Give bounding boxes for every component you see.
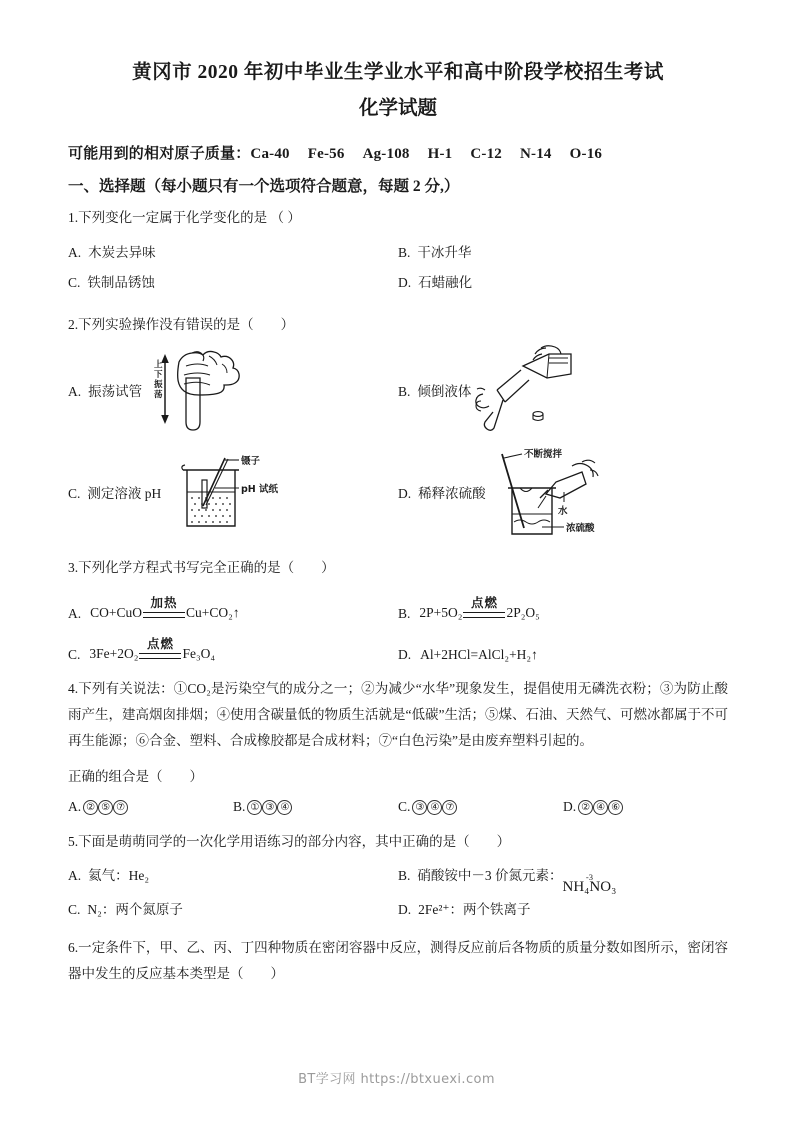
atomic-mass-ag: Ag-108: [362, 146, 410, 163]
circled-number: ④: [593, 800, 608, 815]
option-text: 石蜡融化: [418, 275, 473, 291]
svg-text:镊子: 镊子: [241, 455, 261, 467]
option-3-D[interactable]: [398, 638, 728, 663]
option-4-C[interactable]: [398, 794, 563, 820]
question-6-stem: 6.一定条件下，甲、乙、丙、丁四种物质在密闭容器中反应，测得反应前后各物质的质量分数如图所示，密闭容器中发生的反应基本类型是（ ）: [68, 939, 728, 982]
option-2-B-label-group: [398, 380, 471, 400]
circled-number: ①: [247, 800, 262, 815]
condition-text: 加热: [150, 596, 178, 611]
option-label: D.: [398, 902, 412, 918]
equation-right: Cu+CO₂↑: [186, 604, 240, 620]
page-title: 黄冈市 2020 年初中毕业生学业水平和高中阶段学校招生考试: [132, 62, 664, 83]
reaction-condition: [139, 638, 181, 663]
option-1-C[interactable]: [68, 268, 398, 298]
svg-text:荡: 荡: [154, 389, 163, 400]
svg-text:下: 下: [154, 369, 163, 380]
option-label: B.: [398, 867, 411, 883]
reaction-condition: [143, 597, 185, 622]
option-5-A[interactable]: [68, 861, 398, 896]
atomic-mass-values: [250, 146, 602, 162]
option-text: N₂：两个氮原子: [87, 902, 183, 918]
svg-text:水: 水: [557, 505, 568, 517]
option-text: 硝酸铵中－3 价氮元素：: [417, 867, 563, 883]
question-1-options: [68, 238, 728, 299]
atomic-mass-o: O-16: [569, 146, 603, 163]
atomic-mass-n: N-14: [520, 146, 552, 163]
option-text: 测定溶液 pH: [87, 485, 162, 501]
measuring-ph-icon: [165, 448, 305, 536]
option-label: A.: [68, 383, 82, 399]
circled-number: ②: [578, 800, 593, 815]
equation-left: 3Fe+2O₂: [89, 645, 139, 661]
option-label: B.: [398, 383, 411, 399]
atomic-mass-c: C-12: [470, 146, 502, 163]
option-1-B[interactable]: [398, 238, 728, 268]
ammonium-nitrate-formula: [563, 873, 617, 896]
option-3-B[interactable]: [398, 597, 728, 622]
option-text: 稀释浓硫酸: [418, 485, 486, 501]
question-3-equations-row-1: [68, 597, 728, 622]
option-1-D[interactable]: [398, 268, 728, 298]
option-text: 干冰升华: [417, 244, 472, 260]
option-2-A[interactable]: [68, 344, 398, 436]
equation-B: [419, 597, 540, 622]
section-heading-multiple-choice: 一、选择题（每小题只有一个选项符合题意，每题 2 分,）: [68, 178, 460, 196]
option-label: A.: [68, 244, 82, 260]
equation-right: 2P₂O₅: [506, 604, 540, 620]
circled-number: ⑦: [442, 800, 457, 815]
hand-shaking-test-tube-icon: [146, 344, 264, 436]
valence-number: -3: [585, 871, 593, 882]
page-subtitle: 化学试题: [358, 98, 437, 120]
option-label: C.: [68, 646, 81, 662]
atomic-mass-line: [68, 142, 728, 163]
option-5-C[interactable]: [68, 895, 398, 925]
svg-text:振: 振: [154, 379, 163, 390]
option-4-A[interactable]: [68, 794, 233, 820]
circled-number: ⑦: [113, 800, 128, 815]
circled-number: ④: [277, 800, 292, 815]
question-2-options-row-1: [68, 344, 728, 436]
equation-right: Fe₃O₄: [182, 645, 216, 661]
question-4-options: [68, 794, 728, 820]
equation-D: Al+2HCl=AlCl₂+H₂↑: [420, 646, 538, 662]
option-5-B[interactable]: [398, 861, 728, 896]
footer-watermark: BT学习网 https://btxuexi.com: [298, 1072, 495, 1087]
equation-double-line-icon: [463, 612, 505, 618]
circled-number: ②: [83, 800, 98, 815]
equation-left: CO+CuO: [90, 604, 142, 620]
option-2-D[interactable]: [398, 442, 728, 542]
option-label: D.: [563, 798, 577, 814]
question-2-options-row-2: [68, 442, 728, 542]
option-label: B.: [398, 605, 411, 621]
option-text: 铁制品锈蚀: [87, 275, 155, 291]
question-5-options: [68, 861, 728, 926]
svg-text:浓硫酸: 浓硫酸: [565, 522, 595, 534]
option-label: B.: [233, 798, 246, 814]
circled-number: ⑥: [608, 800, 623, 815]
svg-text:pH 试纸: pH 试纸: [241, 483, 279, 495]
option-2-B[interactable]: [398, 344, 728, 436]
svg-text:不断搅拌: 不断搅拌: [523, 448, 562, 460]
formula-text: NH₄NO₃: [562, 879, 617, 896]
atomic-mass-label: 可能用到的相对原子质量：: [68, 146, 251, 163]
circled-number: ③: [412, 800, 427, 815]
question-5-stem: 5.下面是萌萌同学的一次化学用语练习的部分内容，其中正确的是（ ）: [68, 833, 511, 849]
option-1-A[interactable]: [68, 238, 398, 268]
option-text: 氦气：He₂: [88, 867, 150, 883]
equation-C: [89, 638, 215, 663]
question-3-equations-row-2: [68, 638, 728, 663]
svg-text:上: 上: [154, 359, 163, 370]
question-1-stem: 1.下列变化一定属于化学变化的是 （ ）: [68, 210, 301, 226]
option-label: C.: [398, 798, 411, 814]
page-content: [68, 58, 728, 987]
option-label: D.: [398, 485, 412, 501]
atomic-mass-h: H-1: [427, 146, 453, 163]
option-2-D-label-group: [398, 482, 486, 502]
condition-text: 点燃: [470, 596, 498, 611]
option-text: 2Fe²⁺：两个铁离子: [418, 902, 531, 918]
option-text: 振荡试管: [88, 383, 143, 399]
option-label: C.: [68, 902, 81, 918]
option-4-D[interactable]: [563, 794, 728, 820]
option-5-D[interactable]: [398, 895, 728, 925]
diluting-sulfuric-acid-icon: [490, 442, 630, 542]
question-4-stem-continued: 正确的组合是（ ）: [68, 768, 203, 784]
option-label: A.: [68, 867, 82, 883]
circled-number: ⑤: [98, 800, 113, 815]
equation-double-line-icon: [143, 612, 185, 618]
atomic-mass-fe: Fe-56: [307, 146, 345, 163]
option-2-C[interactable]: [68, 442, 398, 542]
option-label: C.: [68, 485, 81, 501]
question-3-stem: 3.下列化学方程式书写完全正确的是（ ）: [68, 559, 335, 575]
reaction-condition: [463, 597, 505, 622]
nitrogen-valence: [563, 873, 617, 896]
question-4-stem: 4.下列有关说法：①CO₂是污染空气的成分之一；②为减少“水华”现象发生，提倡使用无磷洗衣粉；③为防止酸雨产生，建高烟囱排烟；④使用含碳量低的物质生活就是“低碳”生活；⑤煤、石油、天然气、可燃冰都属于不可再生能源；⑥合金、塑料、合成橡胶都是合成材料；⑦“白色污染”是由废弃塑料引起的。: [68, 680, 728, 749]
option-text: 倾倒液体: [417, 383, 472, 399]
option-label: B.: [398, 244, 411, 260]
option-2-A-label-group: [68, 380, 142, 400]
option-3-C[interactable]: [68, 638, 398, 663]
option-label: D.: [398, 646, 412, 662]
circled-number: ④: [427, 800, 442, 815]
option-text: 木炭去异味: [88, 244, 156, 260]
option-4-B[interactable]: [233, 794, 398, 820]
option-3-A[interactable]: [68, 597, 398, 622]
question-2-stem: 2.下列实验操作没有错误的是（ ）: [68, 316, 295, 332]
condition-text: 点燃: [146, 636, 174, 651]
option-label: A.: [68, 605, 82, 621]
equation-A: [90, 597, 239, 622]
circled-number: ③: [262, 800, 277, 815]
option-label: A.: [68, 798, 82, 814]
option-2-C-label-group: [68, 482, 161, 502]
option-label: C.: [68, 275, 81, 291]
equation-double-line-icon: [139, 653, 181, 659]
option-label: D.: [398, 275, 412, 291]
pouring-liquid-icon: [475, 344, 600, 436]
equation-left: 2P+5O₂: [419, 604, 463, 620]
atomic-mass-ca: Ca-40: [250, 146, 290, 163]
